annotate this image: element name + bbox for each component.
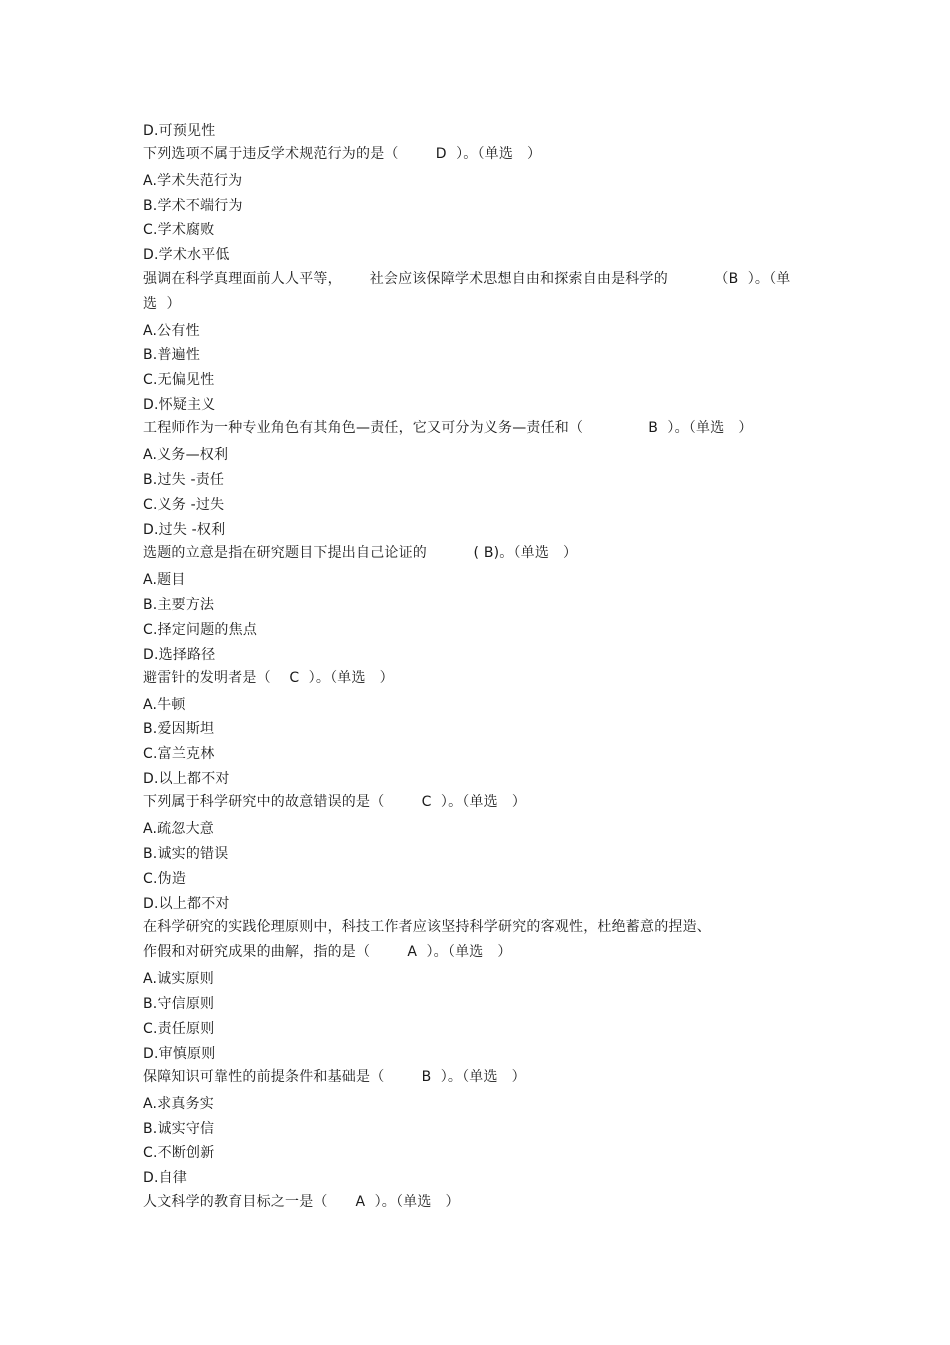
option-line: C.无偏见性: [143, 372, 215, 388]
option-line: B.学术不端行为: [143, 198, 243, 214]
option-line: C.伪造: [143, 871, 187, 887]
question-line: 工程师作为一种专业角色有其角色—责任，它又可分为义务—责任和（ B ）。（单选 ）: [143, 420, 753, 436]
option-line: A.题目: [143, 572, 186, 588]
option-line: C.不断创新: [143, 1145, 215, 1161]
question-line: 保障知识可靠性的前提条件和基础是（ B ）。（单选 ）: [143, 1069, 526, 1085]
option-line: C.责任原则: [143, 1021, 215, 1037]
question-line: 下列属于科学研究中的故意错误的是（ C ）。（单选 ）: [143, 794, 527, 810]
option-line: A.学术失范行为: [143, 173, 243, 189]
option-line: C.学术腐败: [143, 222, 215, 238]
option-line: A.求真务实: [143, 1096, 214, 1112]
option-line: B.过失 -责任: [143, 472, 225, 488]
question-line-continued: 选 ）: [143, 296, 181, 312]
question-line: 避雷针的发明者是（ C ）。（单选 ）: [143, 670, 394, 686]
question-line-continued: 作假和对研究成果的曲解，指的是（ A ）。（单选 ）: [143, 944, 512, 960]
option-line: B.普遍性: [143, 347, 201, 363]
option-line: D.选择路径: [143, 647, 216, 663]
question-line: 下列选项不属于违反学术规范行为的是（ D ）。（单选 ）: [143, 146, 542, 162]
option-line: A.公有性: [143, 323, 200, 339]
option-line: C.义务 -过失: [143, 497, 225, 513]
option-line: A.义务—权利: [143, 447, 229, 463]
question-line: 选题的立意是指在研究题目下提出自己论证的 ( B)。（单选 ）: [143, 545, 578, 561]
option-line: B.诚实守信: [143, 1121, 215, 1137]
option-line: B.守信原则: [143, 996, 215, 1012]
option-line: D.自律: [143, 1170, 188, 1186]
option-line: D.学术水平低: [143, 247, 230, 263]
question-line: 强调在科学真理面前人人平等， 社会应该保障学术思想自由和探索自由是科学的 （B ）。（单: [143, 271, 791, 287]
option-line: D.以上都不对: [143, 771, 230, 787]
option-line: D.以上都不对: [143, 896, 230, 912]
option-line: A.牛顿: [143, 697, 186, 713]
option-line: C.富兰克林: [143, 746, 215, 762]
option-line: A.疏忽大意: [143, 821, 214, 837]
option-line: D.审慎原则: [143, 1046, 216, 1062]
question-line: 人文科学的教育目标之一是（ A ）。（单选 ）: [143, 1194, 460, 1210]
option-line: B.爱因斯坦: [143, 721, 215, 737]
option-line: B.主要方法: [143, 597, 215, 613]
option-line: B.诚实的错误: [143, 846, 229, 862]
question-line: 在科学研究的实践伦理原则中，科技工作者应该坚持科学研究的客观性，杜绝蓄意的捏造、: [143, 919, 711, 935]
option-line: C.择定问题的焦点: [143, 622, 258, 638]
option-line: D.怀疑主义: [143, 397, 216, 413]
option-line: A.诚实原则: [143, 971, 214, 987]
text-line: D.可预见性: [143, 123, 216, 139]
option-line: D.过失 -权利: [143, 522, 226, 538]
